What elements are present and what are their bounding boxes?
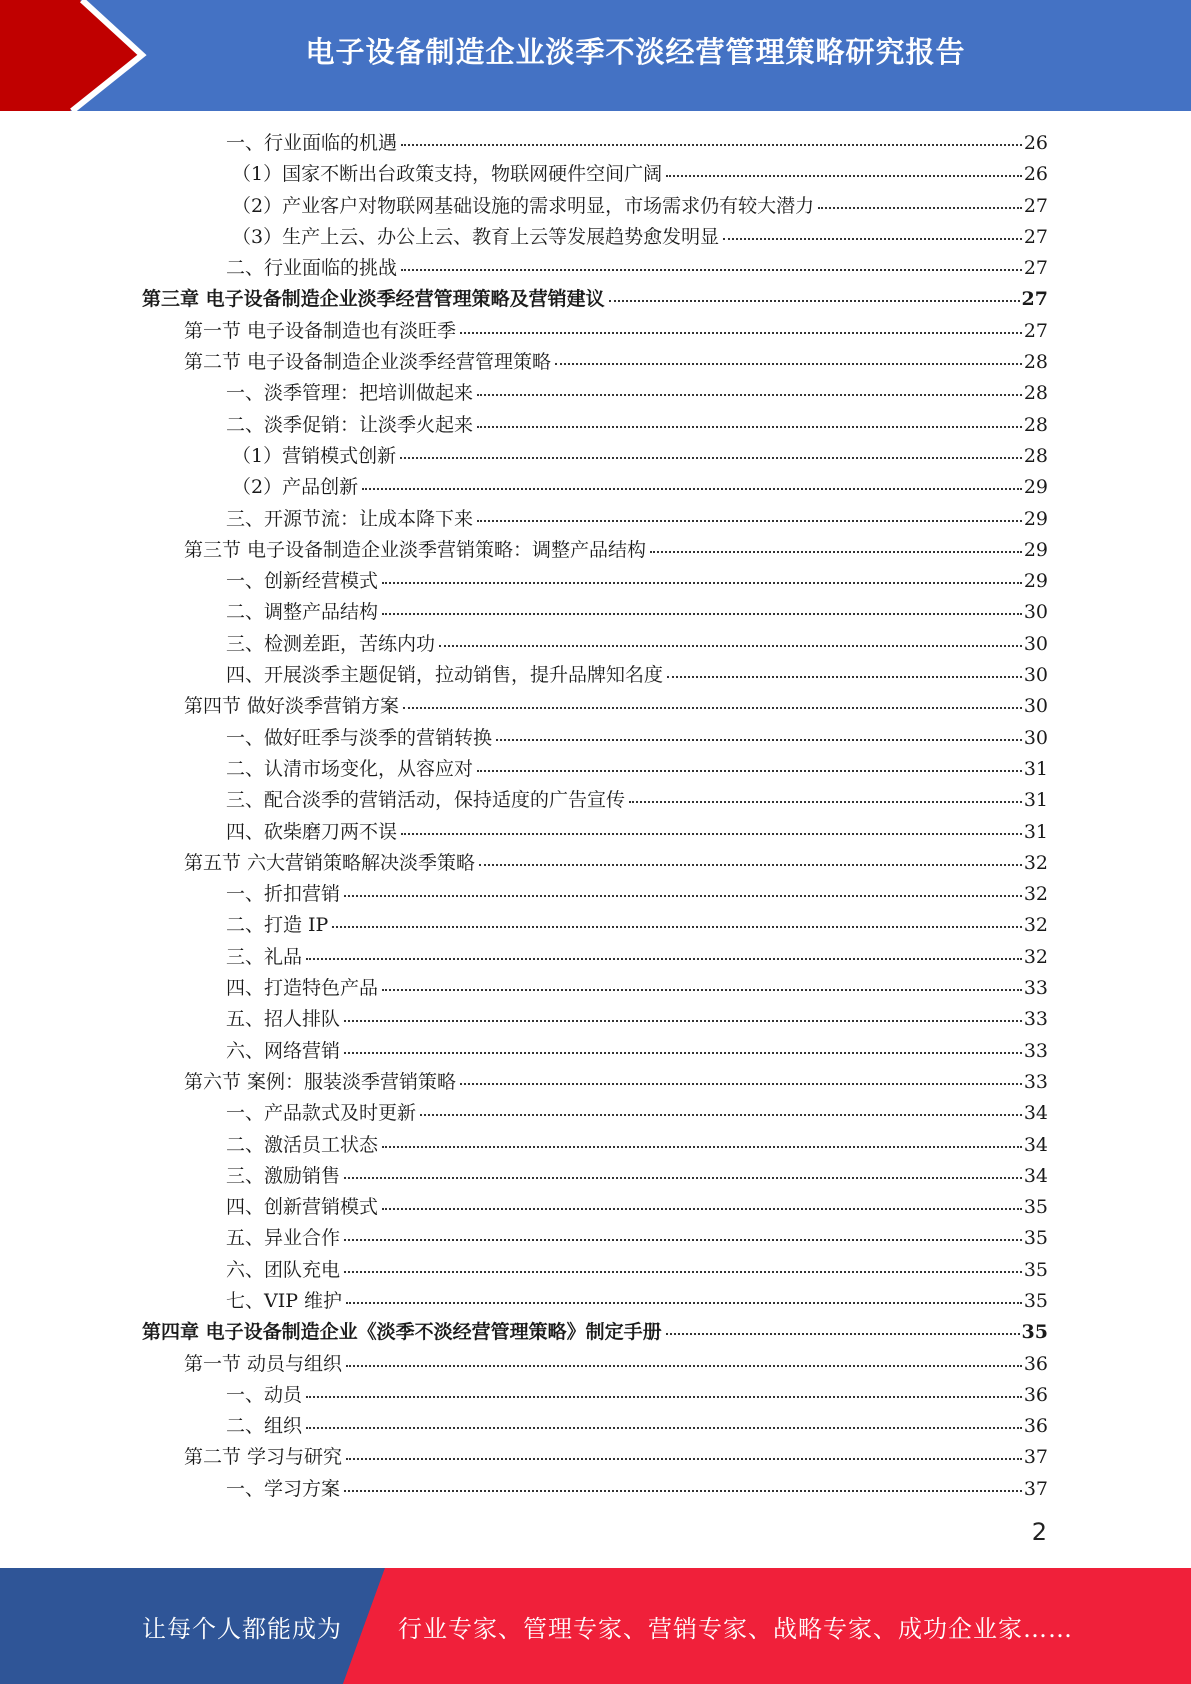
- toc-entry-label: 六、团队充电: [226, 1258, 341, 1281]
- toc-entry[interactable]: [0, 535, 1191, 566]
- toc-dot-leader: [723, 237, 1022, 240]
- toc-dot-leader: [477, 519, 1022, 522]
- toc-entry-label: 五、招人排队: [226, 1008, 341, 1031]
- toc-entry[interactable]: [0, 910, 1191, 941]
- toc-entry[interactable]: [0, 284, 1191, 315]
- toc-entry-page: 30: [1023, 726, 1048, 749]
- toc-dot-leader: [400, 456, 1022, 459]
- toc-entry-label: （3）生产上云、办公上云、教育上云等发展趋势愈发明显: [232, 225, 720, 248]
- toc-entry[interactable]: [0, 629, 1191, 660]
- toc-entry-label: 第四节 做好淡季营销方案: [184, 695, 400, 718]
- toc-entry-page: 27: [1023, 225, 1048, 248]
- toc-entry-label: 第三章 电子设备制造企业淡季经营管理策略及营销建议: [142, 288, 605, 311]
- toc-dot-leader: [609, 299, 1020, 302]
- toc-entry[interactable]: [0, 253, 1191, 284]
- toc-entry-label: 第六节 案例：服装淡季营销策略: [184, 1070, 457, 1093]
- toc-dot-leader: [344, 1489, 1022, 1492]
- toc-dot-leader: [382, 1145, 1022, 1148]
- toc-entry-label: 二、打造 IP: [226, 914, 329, 937]
- toc-entry-label: （1）营销模式创新: [232, 444, 397, 467]
- toc-entry[interactable]: [0, 347, 1191, 378]
- toc-dot-leader: [666, 174, 1022, 177]
- toc-dot-leader: [439, 644, 1022, 647]
- toc-entry[interactable]: [0, 378, 1191, 409]
- toc-entry-label: 一、动员: [226, 1383, 303, 1406]
- toc-dot-leader: [382, 581, 1022, 584]
- toc-entry[interactable]: [0, 1161, 1191, 1192]
- toc-dot-leader: [306, 957, 1022, 960]
- toc-entry[interactable]: [0, 1474, 1191, 1505]
- toc-dot-leader: [666, 1332, 1020, 1335]
- toc-entry[interactable]: [0, 159, 1191, 190]
- toc-dot-leader: [344, 1176, 1022, 1179]
- toc-entry[interactable]: [0, 1004, 1191, 1035]
- toc-entry-label: 四、砍柴磨刀两不误: [226, 820, 398, 843]
- toc-entry[interactable]: [0, 410, 1191, 441]
- toc-dot-leader: [344, 1051, 1022, 1054]
- toc-entry[interactable]: [0, 1223, 1191, 1254]
- toc-entry[interactable]: [0, 1380, 1191, 1411]
- toc-entry-page: 37: [1023, 1477, 1048, 1500]
- toc-dot-leader: [382, 612, 1022, 615]
- toc-entry-label: 一、创新经营模式: [226, 570, 379, 593]
- toc-entry-page: 37: [1023, 1446, 1048, 1469]
- toc-entry-page: 35: [1023, 1196, 1048, 1219]
- toc-entry[interactable]: [0, 754, 1191, 785]
- toc-entry-page: 32: [1023, 945, 1048, 968]
- toc-entry[interactable]: [0, 316, 1191, 347]
- toc-dot-leader: [629, 800, 1022, 803]
- toc-entry-label: 三、检测差距，苦练内功: [226, 632, 436, 655]
- table-of-contents: [0, 128, 1191, 1505]
- toc-entry-label: 二、调整产品结构: [226, 601, 379, 624]
- toc-dot-leader: [346, 1301, 1022, 1304]
- toc-entry[interactable]: [0, 1317, 1191, 1348]
- toc-dot-leader: [344, 1270, 1022, 1273]
- toc-entry-label: 六、网络营销: [226, 1039, 341, 1062]
- toc-dot-leader: [496, 738, 1022, 741]
- toc-entry[interactable]: [0, 441, 1191, 472]
- toc-entry-label: 第五节 六大营销策略解决淡季策略: [184, 851, 476, 874]
- toc-entry-label: 五、异业合作: [226, 1227, 341, 1250]
- toc-entry-page: 32: [1023, 883, 1048, 906]
- toc-dot-leader: [650, 550, 1022, 553]
- toc-entry-page: 32: [1023, 851, 1048, 874]
- toc-entry-page: 35: [1021, 1321, 1048, 1344]
- toc-entry[interactable]: [0, 942, 1191, 973]
- toc-entry-label: 四、开展淡季主题促销，拉动销售，提升品牌知名度: [226, 664, 664, 687]
- toc-entry-page: 26: [1023, 132, 1048, 154]
- toc-entry[interactable]: [0, 1036, 1191, 1067]
- toc-entry-page: 26: [1023, 163, 1048, 186]
- toc-entry-page: 34: [1023, 1102, 1048, 1125]
- toc-entry-page: 28: [1023, 444, 1048, 467]
- toc-dot-leader: [382, 988, 1022, 991]
- toc-entry-label: 第二节 电子设备制造企业淡季经营管理策略: [184, 351, 552, 374]
- toc-entry-label: 一、做好旺季与淡季的营销转换: [226, 726, 493, 749]
- toc-entry-page: 29: [1023, 476, 1048, 499]
- toc-dot-leader: [460, 331, 1022, 334]
- toc-dot-leader: [555, 362, 1022, 365]
- toc-dot-leader: [818, 206, 1022, 209]
- toc-entry-label: 二、淡季促销：让淡季火起来: [226, 413, 474, 436]
- toc-entry[interactable]: [0, 1255, 1191, 1286]
- toc-entry-label: 七、VIP 维护: [226, 1289, 343, 1312]
- toc-entry-page: 30: [1023, 632, 1048, 655]
- document-title: 电子设备制造企业淡季不淡经营管理策略研究报告: [305, 34, 966, 69]
- toc-dot-leader: [403, 706, 1022, 709]
- toc-entry-label: 二、激活员工状态: [226, 1133, 379, 1156]
- toc-entry-page: 29: [1023, 570, 1048, 593]
- toc-entry-page: 30: [1023, 695, 1048, 718]
- toc-entry-page: 35: [1023, 1289, 1048, 1312]
- page-header: [0, 0, 1191, 111]
- toc-dot-leader: [344, 1238, 1022, 1241]
- toc-entry-label: 第二节 学习与研究: [184, 1446, 343, 1469]
- toc-entry-label: 二、组织: [226, 1415, 303, 1438]
- toc-entry-page: 28: [1023, 351, 1048, 374]
- toc-entry-page: 33: [1023, 977, 1048, 1000]
- toc-entry-label: 四、打造特色产品: [226, 977, 379, 1000]
- toc-entry-label: 一、产品款式及时更新: [226, 1102, 417, 1125]
- toc-entry-label: （2）产业客户对物联网基础设施的需求明显，市场需求仍有较大潜力: [232, 194, 815, 217]
- toc-entry-label: 三、礼品: [226, 945, 303, 968]
- toc-dot-leader: [479, 863, 1022, 866]
- toc-entry-label: （1）国家不断出台政策支持，物联网硬件空间广阔: [232, 163, 663, 186]
- toc-dot-leader: [346, 1457, 1022, 1460]
- toc-entry-label: 四、创新营销模式: [226, 1196, 379, 1219]
- toc-entry-page: 28: [1023, 382, 1048, 405]
- toc-entry[interactable]: [0, 504, 1191, 535]
- toc-entry-page: 31: [1023, 820, 1048, 843]
- toc-dot-leader: [344, 894, 1022, 897]
- toc-entry[interactable]: [0, 1130, 1191, 1161]
- toc-dot-leader: [382, 1207, 1022, 1210]
- toc-entry-page: 32: [1023, 914, 1048, 937]
- toc-entry[interactable]: [0, 848, 1191, 879]
- footer-slogan-right: 行业专家、管理专家、营销专家、战略专家、成功企业家……: [398, 1614, 1073, 1643]
- toc-dot-leader: [332, 925, 1021, 928]
- toc-entry-page: 27: [1021, 288, 1048, 311]
- toc-entry-page: 36: [1023, 1415, 1048, 1438]
- header-red-chevron: [0, 0, 140, 111]
- toc-entry-label: 一、折扣营销: [226, 883, 341, 906]
- toc-entry[interactable]: [0, 660, 1191, 691]
- toc-dot-leader: [344, 1019, 1022, 1022]
- toc-entry[interactable]: [0, 1098, 1191, 1129]
- toc-entry[interactable]: [0, 1192, 1191, 1223]
- toc-entry-page: 31: [1023, 757, 1048, 780]
- toc-entry-label: 二、行业面临的挑战: [226, 257, 398, 280]
- toc-entry[interactable]: [0, 1442, 1191, 1473]
- toc-entry-label: 第一节 电子设备制造也有淡旺季: [184, 319, 457, 342]
- toc-entry-page: 30: [1023, 601, 1048, 624]
- toc-entry[interactable]: [0, 1067, 1191, 1098]
- toc-entry-label: 第四章 电子设备制造企业《淡季不淡经营管理策略》制定手册: [142, 1321, 662, 1344]
- header-arrow-decoration: [0, 0, 160, 111]
- toc-entry[interactable]: [0, 691, 1191, 722]
- toc-entry-label: 一、行业面临的机遇: [226, 132, 398, 154]
- toc-entry-page: 36: [1023, 1383, 1048, 1406]
- toc-dot-leader: [477, 425, 1022, 428]
- toc-entry-page: 27: [1023, 194, 1048, 217]
- toc-entry-label: 第三节 电子设备制造企业淡季营销策略：调整产品结构: [184, 538, 647, 561]
- toc-entry[interactable]: [0, 973, 1191, 1004]
- toc-entry[interactable]: [0, 879, 1191, 910]
- toc-entry-label: 三、配合淡季的营销活动，保持适度的广告宣传: [226, 789, 626, 812]
- toc-entry-page: 30: [1023, 664, 1048, 687]
- toc-dot-leader: [362, 487, 1022, 490]
- toc-entry-page: 33: [1023, 1039, 1048, 1062]
- toc-entry[interactable]: [0, 222, 1191, 253]
- toc-entry[interactable]: [0, 1286, 1191, 1317]
- toc-entry-page: 29: [1023, 507, 1048, 530]
- toc-dot-leader: [667, 675, 1022, 678]
- toc-entry-label: 一、淡季管理：把培训做起来: [226, 382, 474, 405]
- toc-dot-leader: [460, 1082, 1022, 1085]
- toc-entry-page: 28: [1023, 413, 1048, 436]
- toc-entry-label: 三、激励销售: [226, 1164, 341, 1187]
- toc-entry-label: 一、学习方案: [226, 1477, 341, 1500]
- toc-entry[interactable]: [0, 723, 1191, 754]
- toc-entry-page: 29: [1023, 538, 1048, 561]
- toc-entry-label: 第一节 动员与组织: [184, 1352, 343, 1375]
- toc-entry[interactable]: [0, 472, 1191, 503]
- toc-entry[interactable]: [0, 597, 1191, 628]
- toc-entry[interactable]: [0, 566, 1191, 597]
- toc-dot-leader: [306, 1426, 1022, 1429]
- toc-entry-page: 27: [1023, 257, 1048, 280]
- page-number: 2: [1031, 1518, 1047, 1546]
- toc-dot-leader: [477, 769, 1022, 772]
- toc-entry-page: 35: [1023, 1227, 1048, 1250]
- page-footer: [0, 1568, 1191, 1684]
- toc-dot-leader: [346, 1364, 1022, 1367]
- toc-dot-leader: [401, 143, 1022, 146]
- toc-entry[interactable]: [0, 1411, 1191, 1442]
- toc-entry[interactable]: [0, 785, 1191, 816]
- toc-entry-page: 34: [1023, 1164, 1048, 1187]
- toc-entry[interactable]: [0, 191, 1191, 222]
- toc-entry-page: 33: [1023, 1008, 1048, 1031]
- toc-entry-page: 35: [1023, 1258, 1048, 1281]
- toc-entry-label: 二、认清市场变化，从容应对: [226, 757, 474, 780]
- toc-entry[interactable]: [0, 1349, 1191, 1380]
- toc-entry-page: 31: [1023, 789, 1048, 812]
- toc-entry[interactable]: [0, 128, 1191, 159]
- toc-dot-leader: [306, 1395, 1022, 1398]
- toc-entry-label: 三、开源节流：让成本降下来: [226, 507, 474, 530]
- toc-entry-page: 27: [1023, 319, 1048, 342]
- footer-slogan-left: 让每个人都能成为: [142, 1614, 342, 1643]
- toc-entry-page: 33: [1023, 1070, 1048, 1093]
- toc-entry-page: 34: [1023, 1133, 1048, 1156]
- toc-dot-leader: [401, 832, 1022, 835]
- toc-dot-leader: [420, 1113, 1022, 1116]
- toc-entry-page: 36: [1023, 1352, 1048, 1375]
- toc-dot-leader: [401, 268, 1022, 271]
- toc-dot-leader: [477, 393, 1022, 396]
- toc-entry[interactable]: [0, 817, 1191, 848]
- toc-entry-label: （2）产品创新: [232, 476, 359, 499]
